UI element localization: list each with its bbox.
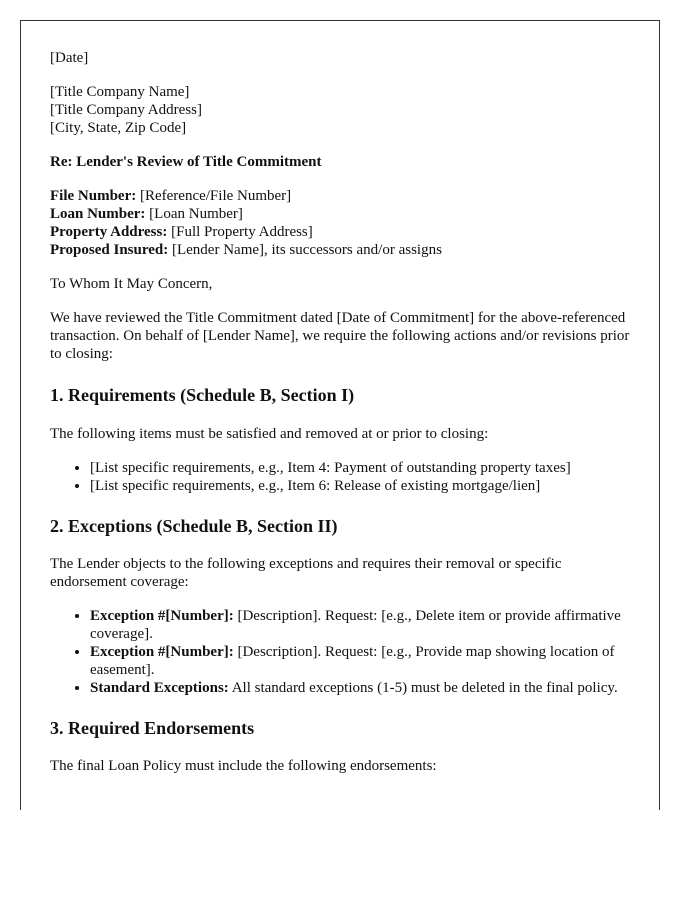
property-address-value: [Full Property Address]	[167, 224, 313, 240]
file-info-row	[50, 205, 640, 223]
file-info	[50, 187, 640, 259]
property-address-label: Property Address:	[50, 224, 168, 240]
list-item	[90, 643, 640, 679]
list-item	[90, 607, 640, 643]
file-info-row	[50, 187, 640, 205]
proposed-insured-label: Proposed Insured:	[50, 242, 169, 258]
list-item-text: [Description]. Request: [e.g., Provide map showing location of easement].	[90, 644, 615, 678]
list-item-text: [List specific requirements, e.g., Item 4: Payment of outstanding property taxes]	[90, 460, 571, 476]
proposed-insured-value: [Lender Name], its successors and/or assigns	[168, 242, 442, 258]
loan-number-value: [Loan Number]	[145, 206, 243, 222]
section-text-exceptions: The Lender objects to the following exceptions and requires their removal or specific endorsement coverage:	[50, 556, 562, 590]
recipient-city-state-zip: [City, State, Zip Code]	[50, 120, 187, 136]
list-item	[90, 459, 640, 477]
section-heading-exceptions: 2. Exceptions (Schedule B, Section II)	[50, 516, 338, 536]
file-info-row	[50, 241, 640, 259]
section-heading-endorsements: 3. Required Endorsements	[50, 718, 255, 738]
file-info-row	[50, 223, 640, 241]
list-item-label: Exception #[Number]:	[90, 608, 234, 624]
list-item	[90, 679, 640, 697]
list-item	[90, 477, 640, 495]
letter-body	[50, 49, 640, 775]
letter-date: [Date]	[50, 50, 89, 66]
requirements-list	[50, 459, 640, 495]
list-item-text: [List specific requirements, e.g., Item 6: Release of existing mortgage/lien]	[90, 478, 541, 494]
re-line: Re: Lender's Review of Title Commitment	[50, 154, 322, 170]
list-item-text: All standard exceptions (1-5) must be deleted in the final policy.	[228, 680, 618, 696]
list-item-text: [Description]. Request: [e.g., Delete item or provide affirmative coverage].	[90, 608, 621, 642]
section-text-requirements: The following items must be satisfied and removed at or prior to closing:	[50, 426, 489, 442]
recipient-company-address: [Title Company Address]	[50, 102, 202, 118]
salutation: To Whom It May Concern,	[50, 276, 213, 292]
recipient-company-name: [Title Company Name]	[50, 84, 190, 100]
list-item-label: Exception #[Number]:	[90, 644, 234, 660]
section-heading-requirements: 1. Requirements (Schedule B, Section I)	[50, 385, 355, 405]
loan-number-label: Loan Number:	[50, 206, 146, 222]
file-number-label: File Number:	[50, 188, 137, 204]
file-number-value: [Reference/File Number]	[136, 188, 292, 204]
recipient-address	[50, 83, 640, 137]
list-item-label: Standard Exceptions:	[90, 680, 229, 696]
letter-page	[20, 20, 660, 810]
intro-paragraph: We have reviewed the Title Commitment dated [Date of Commitment] for the above-referenced transaction. On behalf of [Lender Name], we require the following actions and/or revisions prior to closing:	[50, 310, 630, 362]
section-text-endorsements: The final Loan Policy must include the following endorsements:	[50, 758, 437, 774]
exceptions-list	[50, 607, 640, 697]
